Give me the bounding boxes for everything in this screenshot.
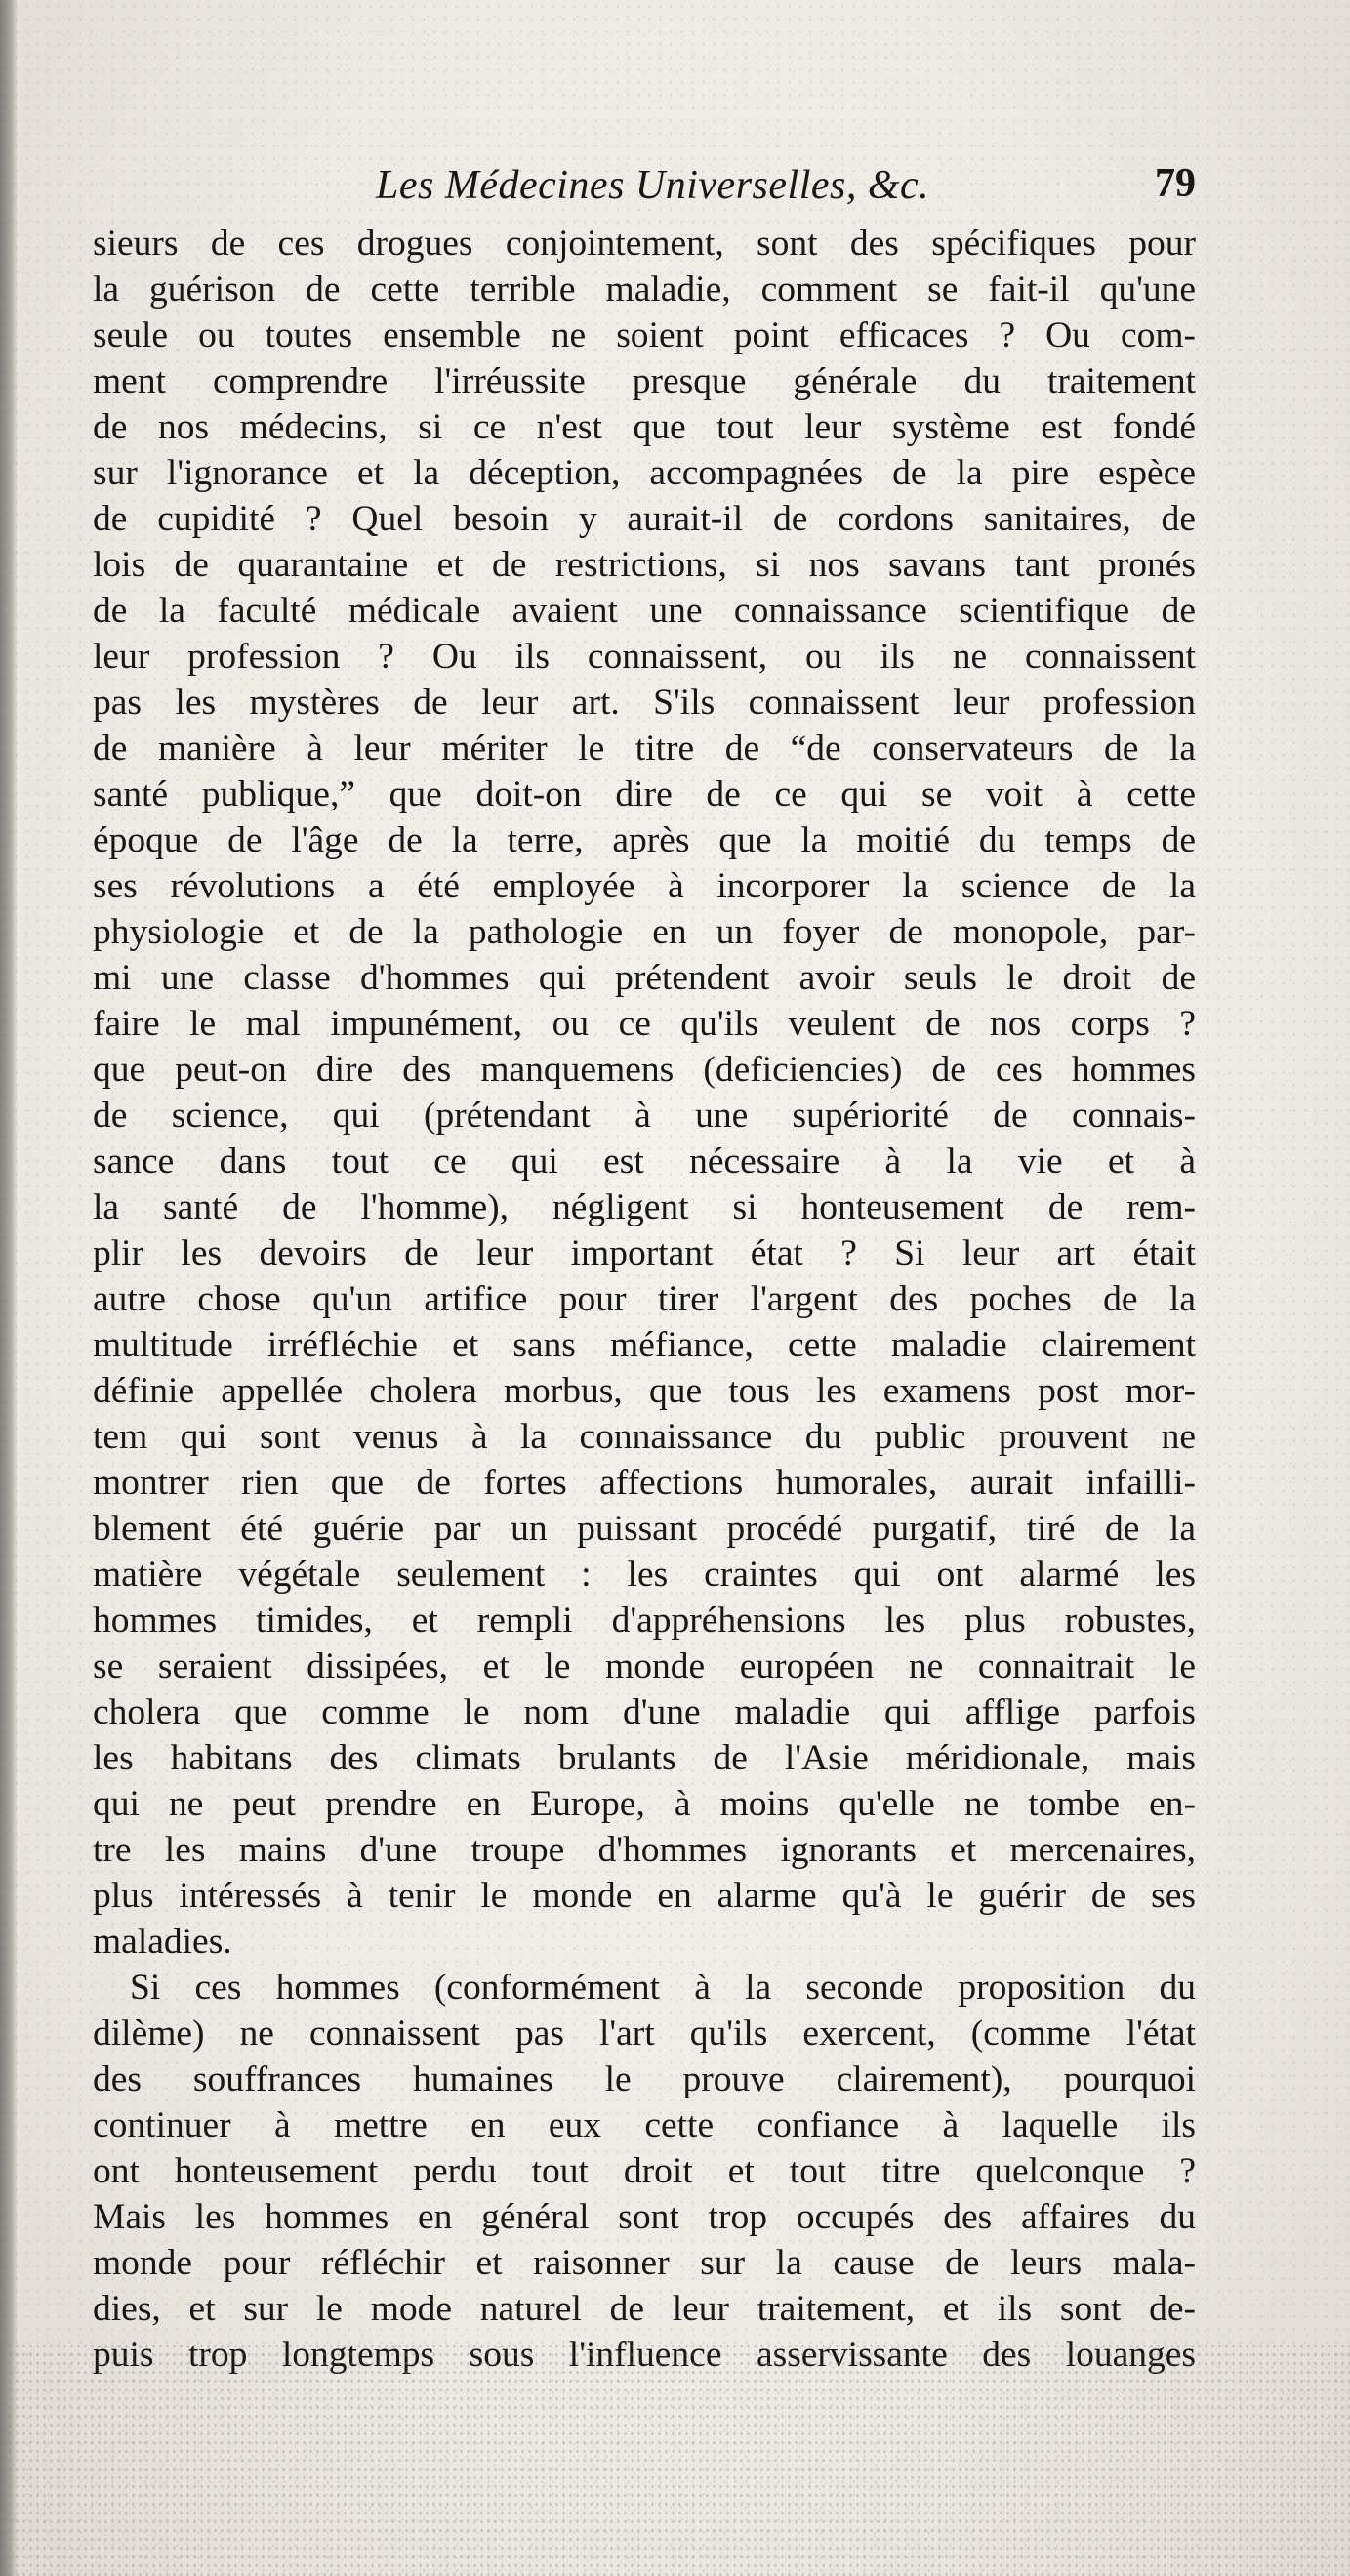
text-line: autre chose qu'un artifice pour tirer l'argent des poches de la bbox=[93, 1279, 1196, 1319]
text-line: mi une classe d'hommes qui prétendent avoir seuls le droit de bbox=[93, 958, 1196, 998]
text-line: sance dans tout ce qui est nécessaire à la vie et à bbox=[93, 1142, 1196, 1182]
text-line: époque de l'âge de la terre, après que la moitié du temps de bbox=[93, 820, 1196, 860]
text-line: puis trop longtemps sous l'influence asservissante des louanges bbox=[93, 2335, 1196, 2375]
text-line: monde pour réfléchir et raisonner sur la cause de leurs mala- bbox=[93, 2243, 1196, 2283]
text-line: faire le mal impunément, ou ce qu'ils veulent de nos corps ? bbox=[93, 1004, 1196, 1044]
page-header bbox=[93, 156, 1196, 215]
text-line: blement été guérie par un puissant procédé purgatif, tiré de la bbox=[93, 1509, 1196, 1549]
text-line: de la faculté médicale avaient une connaissance scientifique de bbox=[93, 591, 1196, 631]
text-line: de manière à leur mériter le titre de “de conservateurs de la bbox=[93, 728, 1196, 769]
page-spine-edge bbox=[0, 0, 18, 2576]
text-line: de science, qui (prétendant à une supériorité de connais- bbox=[93, 1096, 1196, 1136]
text-line: ment comprendre l'irréussite presque générale du traitement bbox=[93, 361, 1196, 401]
text-line: pas les mystères de leur art. S'ils connaissent leur profession bbox=[93, 683, 1196, 723]
text-line: maladies. bbox=[93, 1922, 232, 1962]
text-line: matière végétale seulement : les craintes qui ont alarmé les bbox=[93, 1555, 1196, 1595]
text-line: hommes timides, et rempli d'appréhensions les plus robustes, bbox=[93, 1600, 1196, 1641]
text-line: de cupidité ? Quel besoin y aurait-il de cordons sanitaires, de bbox=[93, 499, 1196, 539]
text-line: les habitans des climats brulants de l'Asie méridionale, mais bbox=[93, 1738, 1196, 1778]
text-line: plir les devoirs de leur important état ? Si leur art était bbox=[93, 1233, 1196, 1273]
text-line: la guérison de cette terrible maladie, comment se fait-il qu'une bbox=[93, 270, 1196, 310]
text-line: la santé de l'homme), négligent si honteusement de rem- bbox=[93, 1187, 1196, 1227]
text-line: qui ne peut prendre en Europe, à moins qu'elle ne tombe en- bbox=[93, 1784, 1196, 1824]
text-line: tem qui sont venus à la connaissance du public prouvent ne bbox=[93, 1417, 1196, 1457]
text-line: ont honteusement perdu tout droit et tout titre quelconque ? bbox=[93, 2151, 1196, 2191]
text-line: leur profession ? Ou ils connaissent, ou ils ne connaissent bbox=[93, 637, 1196, 677]
page-number: 79 bbox=[1155, 161, 1196, 206]
text-line: dies, et sur le mode naturel de leur traitement, et ils sont de- bbox=[93, 2289, 1196, 2329]
text-line: plus intéressés à tenir le monde en alarme qu'à le guérir de ses bbox=[93, 1876, 1196, 1916]
text-line: lois de quarantaine et de restrictions, si nos savans tant pronés bbox=[93, 545, 1196, 585]
text-line: sur l'ignorance et la déception, accompagnées de la pire espèce bbox=[93, 453, 1196, 493]
text-line: seule ou toutes ensemble ne soient point efficaces ? Ou com- bbox=[93, 315, 1196, 355]
text-line: physiologie et de la pathologie en un foyer de monopole, par- bbox=[93, 912, 1196, 952]
running-title: Les Médecines Universelles, &c. bbox=[376, 163, 930, 208]
text-line: tre les mains d'une troupe d'hommes ignorants et mercenaires, bbox=[93, 1830, 1196, 1870]
text-line: définie appellée cholera morbus, que tous les examens post mor- bbox=[93, 1371, 1196, 1411]
text-line: cholera que comme le nom d'une maladie qui afflige parfois bbox=[93, 1692, 1196, 1732]
body-text bbox=[93, 221, 1196, 2378]
text-line: continuer à mettre en eux cette confiance à laquelle ils bbox=[93, 2105, 1196, 2145]
text-line: Si ces hommes (conformément à la seconde proposition du bbox=[130, 1968, 1196, 2008]
text-line: des souffrances humaines le prouve clairement), pourquoi bbox=[93, 2059, 1196, 2099]
text-line: se seraient dissipées, et le monde européen ne connaitrait le bbox=[93, 1646, 1196, 1686]
text-line: santé publique,” que doit-on dire de ce qui se voit à cette bbox=[93, 774, 1196, 814]
text-line: ses révolutions a été employée à incorporer la science de la bbox=[93, 866, 1196, 906]
text-line: dilème) ne connaissent pas l'art qu'ils exercent, (comme l'état bbox=[93, 2014, 1196, 2054]
text-line: montrer rien que de fortes affections humorales, aurait infailli- bbox=[93, 1463, 1196, 1503]
text-line: que peut-on dire des manquemens (deficiencies) de ces hommes bbox=[93, 1050, 1196, 1090]
text-line: de nos médecins, si ce n'est que tout leur système est fondé bbox=[93, 407, 1196, 447]
text-line: sieurs de ces drogues conjointement, sont des spécifiques pour bbox=[93, 224, 1196, 264]
text-line: Mais les hommes en général sont trop occupés des affaires du bbox=[93, 2197, 1196, 2237]
text-line: multitude irréfléchie et sans méfiance, cette maladie clairement bbox=[93, 1325, 1196, 1365]
